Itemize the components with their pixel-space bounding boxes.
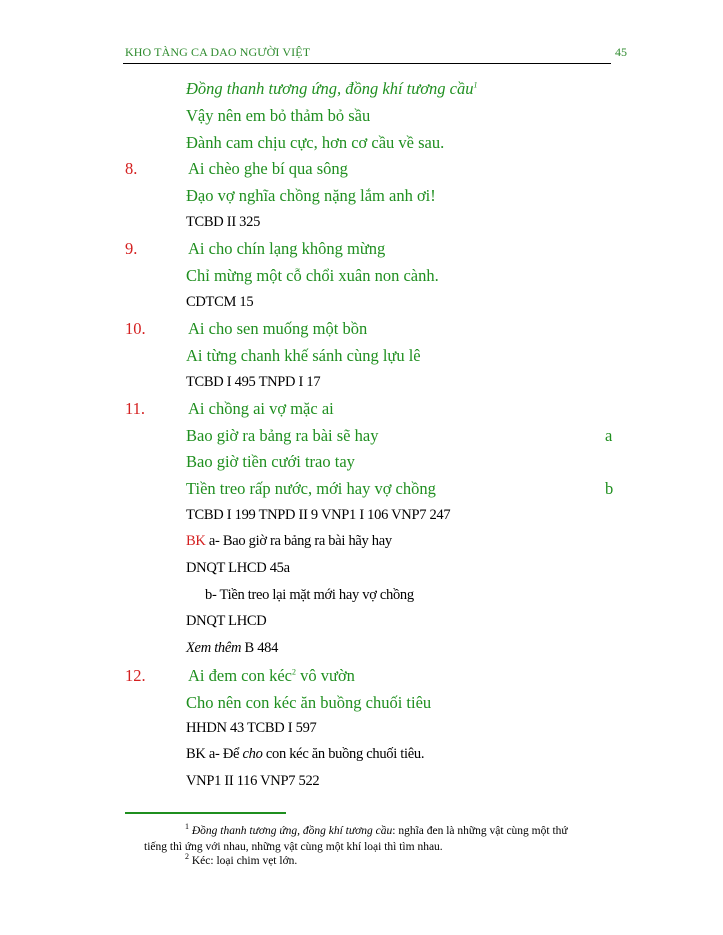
entry-number: 11. (125, 399, 146, 418)
footnote-ref: 1 (473, 80, 478, 90)
running-header-title: KHO TÀNG CA DAO NGƯỜI VIỆT (125, 45, 311, 59)
footnote-rule (125, 812, 286, 814)
verse-line: Ai cho sen muống một bồn (188, 319, 368, 338)
verse-line: Đồng thanh tương ứng, đồng khí tương cầu$^1$ (186, 79, 478, 98)
verse-line: Ai đem con kéc$^2$ vô vườn (188, 666, 355, 685)
verse-line: Vậy nên em bỏ thảm bỏ sầu (186, 106, 371, 125)
variant-line: BK a- Để cho con kéc ăn buồng chuối tiêu. (186, 746, 425, 762)
verse-line: Chỉ mừng một cỗ chổi xuân non cành. (186, 266, 439, 285)
source-reference: TCBD I 495 TNPD I 17 (186, 374, 321, 390)
footnote-ref: 2 (292, 667, 297, 677)
footnote-1: $^1$ Đồng thanh tương ứng, đồng khí tương cầu: nghĩa đen là những vật cùng một thứ tiếng thì ứng với nhau, những vật cùng một khí loại thì tìm nhau. (144, 822, 568, 853)
variant-line: BK a- Bao giờ ra bảng ra bài hãy hay (186, 533, 392, 549)
verse-line: Đạo vợ nghĩa chồng nặng lắm anh ơi! (186, 186, 436, 205)
source-reference: DNQT LHCD (186, 613, 267, 629)
entry-number: 12. (125, 666, 146, 685)
header-rule (123, 63, 611, 64)
verse-line: Đành cam chịu cực, hơn cơ cầu về sau. (186, 133, 445, 152)
source-reference: CDTCM 15 (186, 294, 254, 310)
verse-line: Ai từng chanh khế sánh cùng lựu lê (186, 346, 421, 365)
bk-label: BK (186, 533, 206, 549)
source-reference: TCBD II 325 (186, 214, 261, 230)
verse-line: Cho nên con kéc ăn buồng chuối tiêu (186, 693, 432, 712)
source-reference: HHDN 43 TCBD I 597 (186, 720, 317, 736)
verse-line: Ai chồng ai vợ mặc ai (188, 399, 334, 418)
variant-marker-a: a (605, 426, 613, 445)
variant-marker-b: b (605, 479, 614, 498)
verse-line: Ai chèo ghe bí qua sông (188, 159, 348, 178)
verse-line: Ai cho chín lạng không mừng (188, 239, 386, 258)
verse-line: Bao giờ ra bảng ra bài sẽ hay (186, 426, 379, 445)
page-number: 45 (615, 45, 627, 59)
verse-line: Tiền treo rấp nước, mới hay vợ chồng (186, 479, 436, 498)
source-reference: TCBD I 199 TNPD II 9 VNP1 I 106 VNP7 247 (186, 507, 451, 523)
entry-number: 8. (125, 159, 138, 178)
source-reference: VNP1 II 116 VNP7 522 (186, 773, 320, 789)
entry-number: 10. (125, 319, 146, 338)
cross-reference: Xem thêm B 484 (186, 640, 279, 656)
variant-line: b- Tiền treo lại mặt mới hay vợ chồng (205, 587, 414, 603)
footnote-2: $^2$ Kéc: loại chim vẹt lớn. (185, 852, 298, 867)
entry-number: 9. (125, 239, 138, 258)
verse-line: Bao giờ tiền cưới trao tay (186, 452, 355, 471)
source-reference: DNQT LHCD 45a (186, 560, 290, 576)
